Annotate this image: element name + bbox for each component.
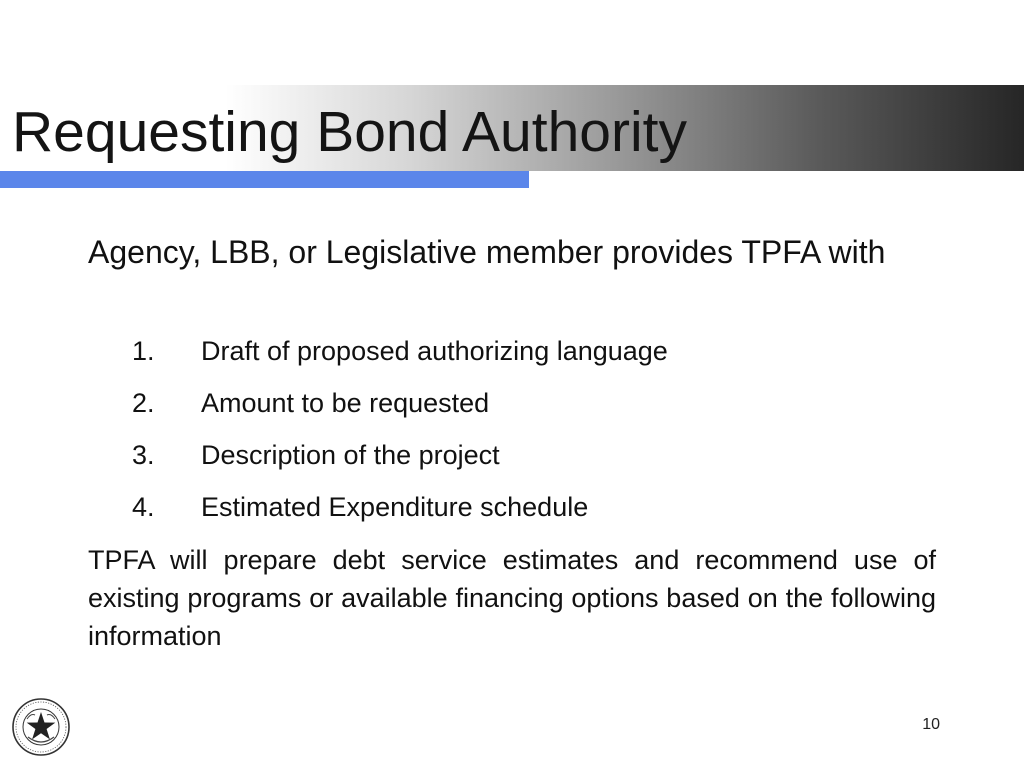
step-text: Estimated Expenditure schedule — [201, 492, 589, 522]
step-number: 4. — [132, 492, 155, 522]
step-text: Draft of proposed authorizing language — [201, 336, 668, 366]
step-number: 3. — [132, 440, 155, 470]
page-number: 10 — [922, 716, 940, 733]
step-number: 2. — [132, 388, 155, 418]
step-text: Description of the project — [201, 440, 500, 470]
list-item — [132, 383, 668, 435]
list-item — [132, 487, 668, 539]
step-text: Amount to be requested — [201, 388, 490, 418]
closing-text: TPFA will prepare debt service estimates and recommend use of existing programs or available financing options based on the following information — [88, 545, 936, 651]
state-seal-icon — [11, 697, 71, 757]
list-item — [132, 331, 668, 383]
accent-bar — [0, 171, 529, 188]
steps-list — [132, 331, 668, 539]
intro-text: Agency, LBB, or Legislative member provides TPFA with — [88, 234, 886, 270]
step-number: 1. — [132, 336, 155, 366]
slide-title: Requesting Bond Authority — [12, 100, 687, 164]
list-item — [132, 435, 668, 487]
